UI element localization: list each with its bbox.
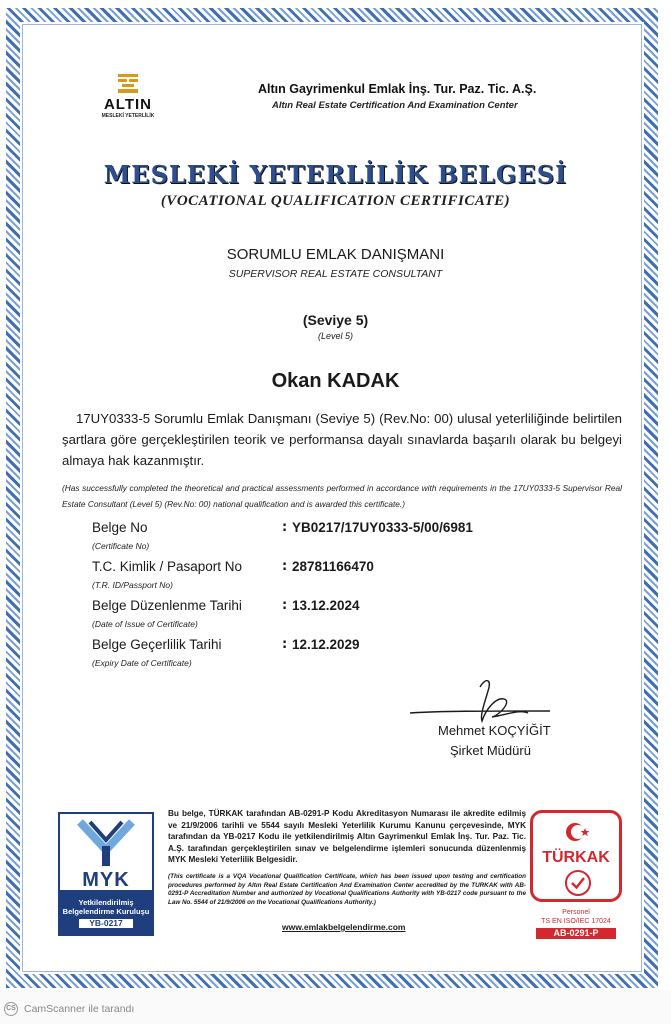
field-label: Belge Düzenlenme Tarihi [92,598,242,613]
signatory-name: Mehmet KOÇYİĞİT [438,723,551,738]
turkak-badge [530,810,622,902]
camscanner-icon: CS [4,1002,18,1016]
field-label-en: (T.R. ID/Passport No) [92,580,173,590]
certificate-title-en: (VOCATIONAL QUALIFICATION CERTIFICATE) [160,193,511,209]
myk-line2: Belgelendirme Kuruluşu [62,907,150,916]
myk-line1: Yetkilendirilmiş [78,898,134,907]
certificate-title: MESLEKİ YETERLİLİK BELGESİ [103,160,568,189]
myk-logo [58,812,154,938]
website-link[interactable]: www.emlakbelgelendirme.com [282,922,406,932]
field-value: YB0217/17UY0333-5/00/6981 [292,520,473,535]
logo-subtitle: MESLEKİ YETERLİLİK [101,113,155,119]
field-value: 13.12.2024 [292,598,360,613]
field-label: Belge Geçerlilik Tarihi [92,637,222,652]
field-label-en: (Date of Issue of Certificate) [92,619,198,629]
issuer-name-tr: Altın Gayrimenkul Emlak İnş. Tur. Paz. Tic. A.Ş. [258,82,537,96]
myk-word: MYK [82,869,130,891]
issuer-header [258,82,578,111]
accreditation-text-en: (This certificate is a VQA Vocational Qualification Certificate, which has been issued upon testing and certification procedures performed by Altın Real Estate Certification And Examination Center accredited by the TURKAK with AB-0291-P Accreditation Number and authorized by Vocational Qualifications Authority with YB-0217 code pursuant to the Law No. 5544 of 21/9/2006 on the Vocational Qualifications Authority.) [168,873,526,906]
field-id-number [92,559,552,598]
occupation-title-en: SUPERVISOR REAL ESTATE CONSULTANT [228,268,443,280]
camscanner-text: CamScanner ile tarandı [24,1003,135,1015]
field-colon: : [282,520,288,535]
statement-tr-text: 17UY0333-5 Sorumlu Emlak Danışmanı (Seviye 5) (Rev.No: 00) ulusal yeterliliğinde belirtilen şartlara göre gerçekleştirilen teorik ve performansa dayalı sınavlarda başarılı olarak bu belgeyi almaya hak kazanmıştır. [62,411,622,468]
holder-name: Okan KADAK [271,370,400,392]
logo-word: ALTIN [103,96,153,113]
field-value: 12.12.2029 [292,637,360,652]
statement-tr [62,408,622,471]
turkak-code: AB-0291-P [536,928,616,939]
turkak-word: TÜRKAK [542,849,610,866]
turkak-info [530,908,622,939]
field-label: T.C. Kimlik / Pasaport No [92,559,243,574]
level-label: (Seviye 5) [302,312,369,328]
checkmark-icon [564,869,592,897]
occupation-title: SORUMLU EMLAK DANIŞMANI [226,246,445,263]
issuer-name-en: Altın Real Estate Certification And Examination Center [272,100,518,111]
crescent-star-icon [563,821,593,843]
field-colon: : [282,559,288,574]
myk-mark-icon [60,816,152,870]
field-value: 28781166470 [292,559,374,574]
turkak-logo [530,810,622,942]
field-expiry-date [92,637,552,676]
turkak-line2: TS EN ISO/IEC 17024 [541,918,611,925]
field-colon: : [282,598,288,613]
field-issue-date [92,598,552,637]
turkak-line1: Personel [562,909,590,916]
field-label-en: (Expiry Date of Certificate) [92,658,192,668]
level-label-en: (Level 5) [317,331,353,341]
field-label-en: (Certificate No) [92,541,150,551]
field-colon: : [282,637,288,652]
altin-bars-icon [118,74,138,94]
accreditation-text-tr: Bu belge, TÜRKAK tarafından AB-0291-P Kodu Akreditasyon Numarası ile akredite edilmiş ve 21/9/2006 tarihli ve 5544 sayılı Mesleki Yeterlilik Kurumu Kanunu çerçevesinde, MYK tarafından da YB-0217 Kodu ile yetkilendirilmiş Altın Gayrimenkul Emlak İnş. Tur. Paz. Tic. A.Ş. tarafından gerçekleştirilen sınav ve belgelendirme işlemleri sonucunda düzenlenmiş MYK Mesleki Yeterlilik Belgesidir. [168,809,526,864]
myk-code: YB-0217 [79,919,133,928]
certificate-fields [92,520,552,676]
altin-logo [96,74,160,119]
field-label: Belge No [92,520,148,535]
myk-emblem [58,812,154,892]
field-certificate-no [92,520,552,559]
myk-authorization [58,892,154,936]
signatory-title: Şirket Müdürü [450,743,531,758]
statement-en: (Has successfully completed the theoretical and practical assessments performed in accordance with requirements in the 17UY0333-5 Supervisor Real Estate Consultant (Level 5) (Rev.No: 00) national qualification and is awarded this certificate.) [62,483,622,509]
